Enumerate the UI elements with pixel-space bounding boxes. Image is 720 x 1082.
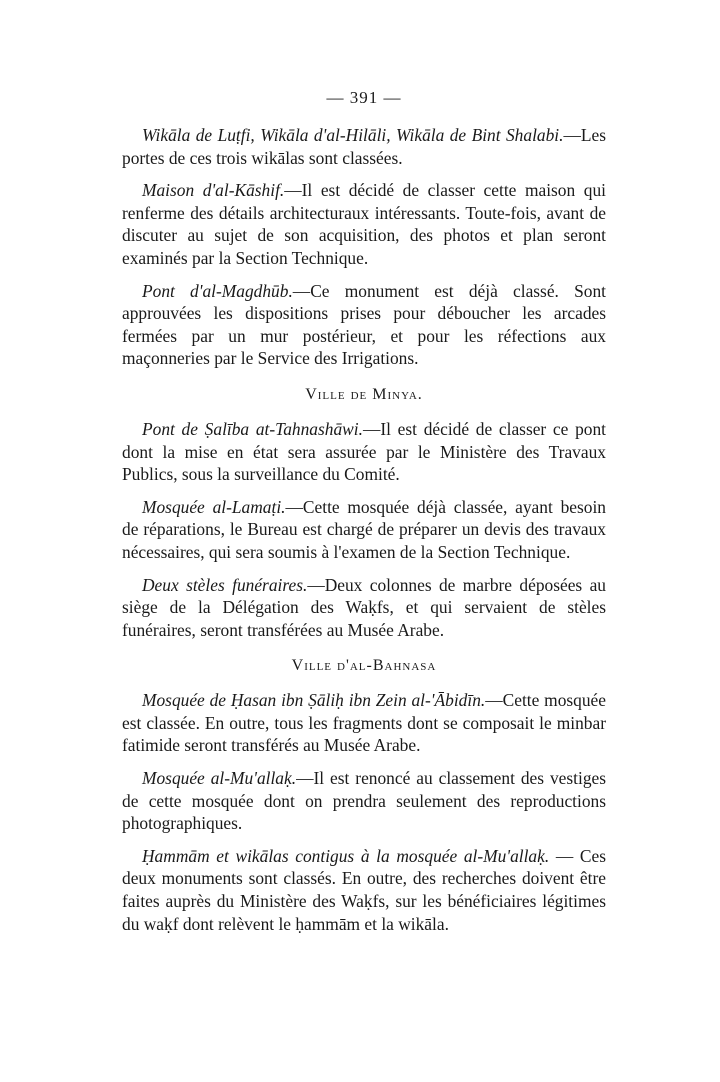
- paragraph-lead: Mosquée al-Lamaṭi.: [142, 496, 286, 517]
- paragraph-body: —Il est décidé de classer cette maison qui renferme des détails architecturaux intéressants. Toute-fois, avant de discuter au sujet de son acquisition, des photos et plan seront examinés par la Section Technique.: [122, 180, 606, 268]
- paragraph-hammam-wikalas: [122, 845, 606, 935]
- paragraph-body: —Les portes de ces trois wikālas sont classées.: [122, 125, 606, 168]
- paragraph-lead: Pont d'al-Magdhūb.: [142, 280, 293, 301]
- page-number: — 391 —: [326, 88, 402, 107]
- paragraph-pont-saliba: [122, 418, 606, 486]
- paragraph-body: —Ce monument est déjà classé. Sont approuvées les dispositions prises pour déboucher les arcades fermées par un mur postérieur, et pour les réfections aux maçonneries par le Service des Irrigations.: [122, 280, 606, 369]
- paragraph-lead: Mosquée al-Mu'allaḳ.: [142, 768, 297, 789]
- paragraph-lead: Ḥammām et wikālas contigus à la mosquée al-Mu'allaḳ.: [142, 845, 550, 866]
- paragraph-mosquee-al-muallak: [122, 767, 606, 835]
- paragraph-body: —Il est renoncé au classement des vestiges de cette mosquée dont on prendra seulement des reproductions photographiques.: [122, 768, 606, 834]
- paragraph-wikalas: [122, 124, 606, 169]
- paragraph-body: —Cette mosquée est classée. En outre, tous les fragments dont se composait le minbar fatimide seront transférés au Musée Arabe.: [122, 690, 606, 756]
- section-heading-al-bahnasa: Ville d'al-Bahnasa: [291, 657, 437, 675]
- paragraph-body: —Il est décidé de classer ce pont dont la mise en état sera assurée par le Ministère des Travaux Publics, sous la surveillance du Comité.: [122, 418, 607, 485]
- paragraph-mosquee-hasan: [122, 689, 606, 757]
- document-page: [122, 88, 606, 945]
- section-heading-minya: Ville de Minya.: [305, 385, 423, 403]
- paragraph-lead: Deux stèles funéraires.: [142, 574, 308, 595]
- paragraph-body: — Ces deux monuments sont classés. En outre, des recherches doivent être faites auprès du Ministère des Waḳfs, sur les bénéficiaires légitimes du waḳf dont relèvent le ḥammām et la wikāla.: [122, 845, 606, 934]
- paragraph-maison-al-kashif: [122, 179, 606, 269]
- paragraph-body: —Deux colonnes de marbre déposées au siège de la Délégation des Waḳfs, et qui servaient de stèles funéraires, seront transférées au Musée Arabe.: [122, 574, 606, 640]
- paragraph-mosquee-al-lamati: [122, 496, 606, 564]
- paragraph-lead: Mosquée de Ḥasan ibn Ṣāliḥ ibn Zein al-'Ābidīn.: [142, 690, 486, 711]
- paragraph-lead: Maison d'al-Kāshif.: [142, 180, 285, 201]
- paragraph-deux-steles: [122, 574, 606, 642]
- paragraph-body: —Cette mosquée déjà classée, ayant besoin de réparations, le Bureau est chargé de préparer un devis des travaux nécessaires, qui sera soumis à l'examen de la Section Technique.: [122, 496, 606, 562]
- paragraph-lead: Wikāla de Luṭfi, Wikāla d'al-Hilāli, Wikāla de Bint Shalabi.: [142, 125, 564, 145]
- paragraph-lead: Pont de Ṣalība at-Tahnashāwi.: [142, 418, 363, 439]
- paragraph-pont-al-magdhub: [122, 280, 606, 370]
